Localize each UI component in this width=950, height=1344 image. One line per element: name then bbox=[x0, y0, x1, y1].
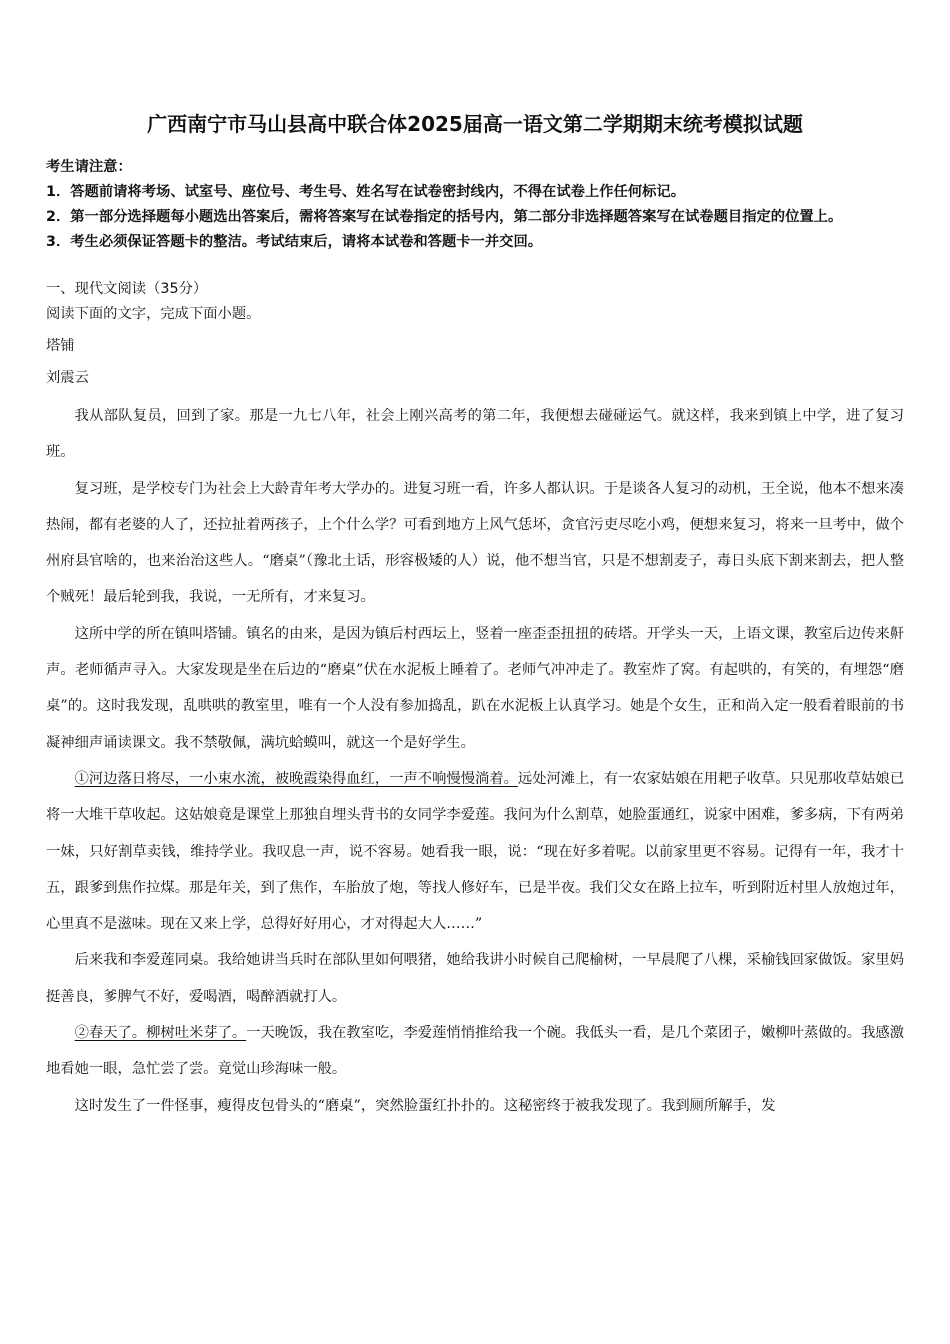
story-paragraph: 这所中学的所在镇叫塔铺。镇名的由来，是因为镇后村西坛上，竖着一座歪歪扭扭的砖塔。开学头一天，上语文课，教室后边传来鼾声。老师循声寻入。大家发现是坐在后边的“磨桌”伏在水泥板上睡着了。老师气冲冲走了。教室炸了窝。有起哄的，有笑的，有埋怨“磨桌”的。这时我发现，乱哄哄的教室里，唯有一个人没有参加捣乱，趴在水泥板上认真学习。她是个女生，正和尚入定一般看着眼前的书凝神细声诵读课文。我不禁敬佩，满坑蛤蟆叫，就这一个是好学生。 bbox=[46, 625, 904, 751]
section-instruction: 阅读下面的文字，完成下面小题。 bbox=[46, 306, 261, 322]
story-paragraph: 后来我和李爱莲同桌。我给她讲当兵时在部队里如何喂猪，她给我讲小时候自己爬榆树，一早晨爬了八棵，采榆钱回家做饭。家里妈挺善良，爹脾气不好，爱喝酒，喝醉酒就打人。 bbox=[46, 952, 904, 1005]
story-title: 塔铺 bbox=[46, 338, 75, 354]
notice-item: 3．考生必须保证答题卡的整洁。考试结束后，请将本试卷和答题卡一并交回。 bbox=[46, 234, 543, 250]
underlined-sentence-2: ②春天了。柳树吐米芽了。 bbox=[74, 1025, 247, 1042]
story-paragraph bbox=[46, 1015, 904, 1088]
story-author: 刘震云 bbox=[46, 370, 89, 386]
section-heading: 一、现代文阅读（35分） bbox=[46, 281, 208, 297]
paragraph-text: 一天晚饭，我在教室吃，李爱莲悄悄推给我一个碗。我低头一看，是几个菜团子，嫩柳叶蒸做的。我感激地看她一眼，急忙尝了尝。竟觉山珍海味一般。 bbox=[46, 1025, 905, 1078]
story-paragraph bbox=[46, 761, 904, 942]
notice-heading: 考生请注意： bbox=[46, 159, 132, 175]
notice-item: 2．第一部分选择题每小题选出答案后，需将答案写在试卷指定的括号内，第二部分非选择题答案写在试卷题目指定的位置上。 bbox=[46, 209, 843, 225]
story-paragraph: 复习班，是学校专门为社会上大龄青年考大学办的。进复习班一看，许多人都认识。于是谈各人复习的动机，王全说，他本不想来凑热闹，都有老婆的人了，还拉扯着两孩子，上个什么学？可看到地方上风气恁坏，贪官污吏尽吃小鸡，便想来复习，将来一旦考中，做个州府县官啥的，也来治治这些人。“磨桌”（豫北土话，形容极矮的人）说，他不想当官，只是不想割麦子，毒日头底下割来割去，把人整个贼死！最后轮到我，我说，一无所有，才来复习。 bbox=[46, 480, 904, 606]
story-paragraph: 这时发生了一件怪事，瘦得皮包骨头的“磨桌”，突然脸蛋红扑扑的。这秘密终于被我发现了。我到厕所解手，发 bbox=[74, 1097, 776, 1114]
notice-item: 1．答题前请将考场、试室号、座位号、考生号、姓名写在试卷密封线内，不得在试卷上作任何标记。 bbox=[46, 184, 686, 200]
underlined-sentence-1: ①河边落日将尽，一小束水流，被晚霞染得血红，一声不响慢慢淌着。 bbox=[74, 770, 518, 787]
story-paragraph: 我从部队复员，回到了家。那是一九七八年，社会上刚兴高考的第二年，我便想去碰碰运气。就这样，我来到镇上中学，进了复习班。 bbox=[46, 408, 904, 461]
paragraph-text: 远处河滩上，有一农家姑娘在用耙子收草。只见那收草姑娘已将一大堆干草收起。这姑娘竟是课堂上那独自埋头背书的女同学李爱莲。我问为什么割草，她脸蛋通红，说家中困难，爹多病，下有两弟一妹，只好割草卖钱，维持学业。我叹息一声，说不容易。她看我一眼，说：“现在好多着呢。以前家里更不容易。记得有一年，我才十五，跟爹到焦作拉煤。那是年关，到了焦作，车胎放了炮，等找人修好车，已是半夜。我们父女在路上拉车，听到附近村里人放炮过年，心里真不是滋味。现在又来上学，总得好好用心，才对得起大人……” bbox=[46, 770, 905, 933]
exam-title: 广西南宁市马山县高中联合体2025届高一语文第二学期期末统考模拟试题 bbox=[147, 112, 803, 136]
notice-block bbox=[46, 155, 904, 255]
